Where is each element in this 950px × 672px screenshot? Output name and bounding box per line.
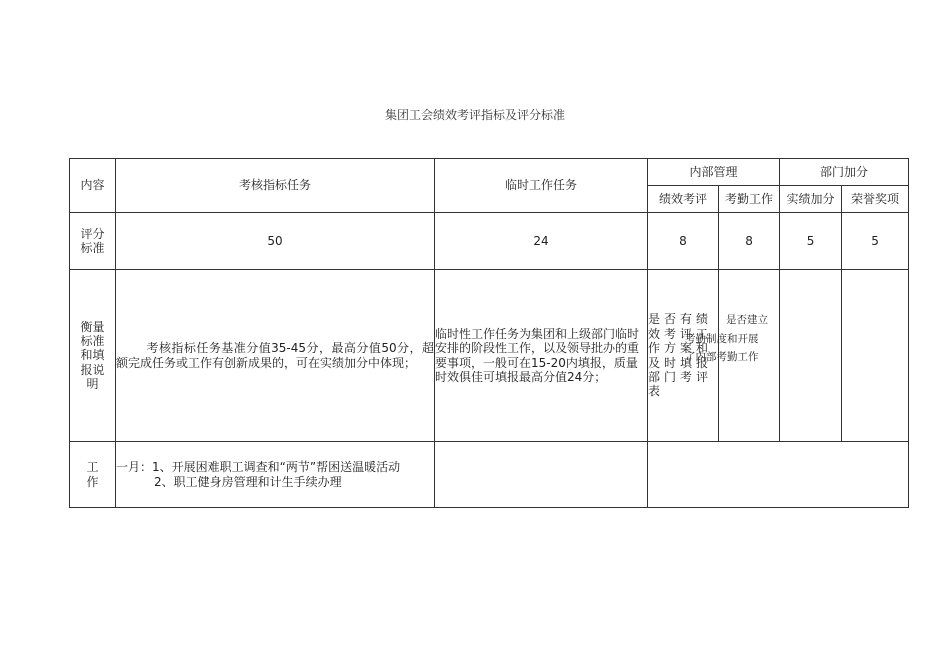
document-title: 集团工会绩效考评指标及评分标准 — [384, 108, 565, 122]
score-row-label: 评分 标准 — [70, 213, 116, 270]
score-honor-awards: 5 — [842, 213, 909, 270]
score-attendance: 8 — [719, 213, 780, 270]
standard-performance-review: 是否有绩 效考评工 作方案和 及时填报 部门考评 表 — [648, 270, 719, 442]
standard-assessment-tasks: 考核指标任务基准分值35-45分，最高分值50分，超额完成任务或工作有创新成果的，可在实绩加分中体现； — [116, 270, 435, 442]
work-items — [116, 442, 435, 508]
standard-honor-awards — [842, 270, 909, 442]
work-row-label: 工 作 — [70, 442, 116, 508]
header-performance-review: 绩效考评 — [648, 186, 719, 213]
header-attendance: 考勤工作 — [719, 186, 780, 213]
standard-achievement-bonus — [780, 270, 842, 442]
score-assessment-tasks: 50 — [116, 213, 435, 270]
header-temporary-tasks: 临时工作任务 — [435, 159, 648, 213]
header-achievement-bonus: 实绩加分 — [780, 186, 842, 213]
work-temporary-tasks — [435, 442, 648, 508]
header-assessment-tasks: 考核指标任务 — [116, 159, 435, 213]
standard-temporary-tasks: 临时性工作任务为集团和上级部门临时安排的阶段性工作，以及领导批办的重要事项，一般可在15-20内填报，质量时效俱佳可填报最高分值24分； — [435, 270, 648, 442]
score-temporary-tasks: 24 — [435, 213, 648, 270]
standard-row-label: 衡量 标准 和填 报说 明 — [70, 270, 116, 442]
score-achievement-bonus: 5 — [780, 213, 842, 270]
standard-attendance: 是否建立 考勤制度和开展 了内部考勤工作 — [719, 270, 780, 442]
header-honor-awards: 荣誉奖项 — [842, 186, 909, 213]
header-content: 内容 — [70, 159, 116, 213]
header-department-bonus: 部门加分 — [780, 159, 909, 186]
work-item-2: 2、职工健身房管理和计生手续办理 — [154, 474, 342, 489]
work-internal-and-bonus — [648, 442, 909, 508]
score-performance-review: 8 — [648, 213, 719, 270]
work-item-1: 一月：1、开展困难职工调查和“两节”帮困送温暖活动 — [116, 460, 401, 475]
evaluation-table — [69, 158, 909, 508]
header-internal-management: 内部管理 — [648, 159, 780, 186]
